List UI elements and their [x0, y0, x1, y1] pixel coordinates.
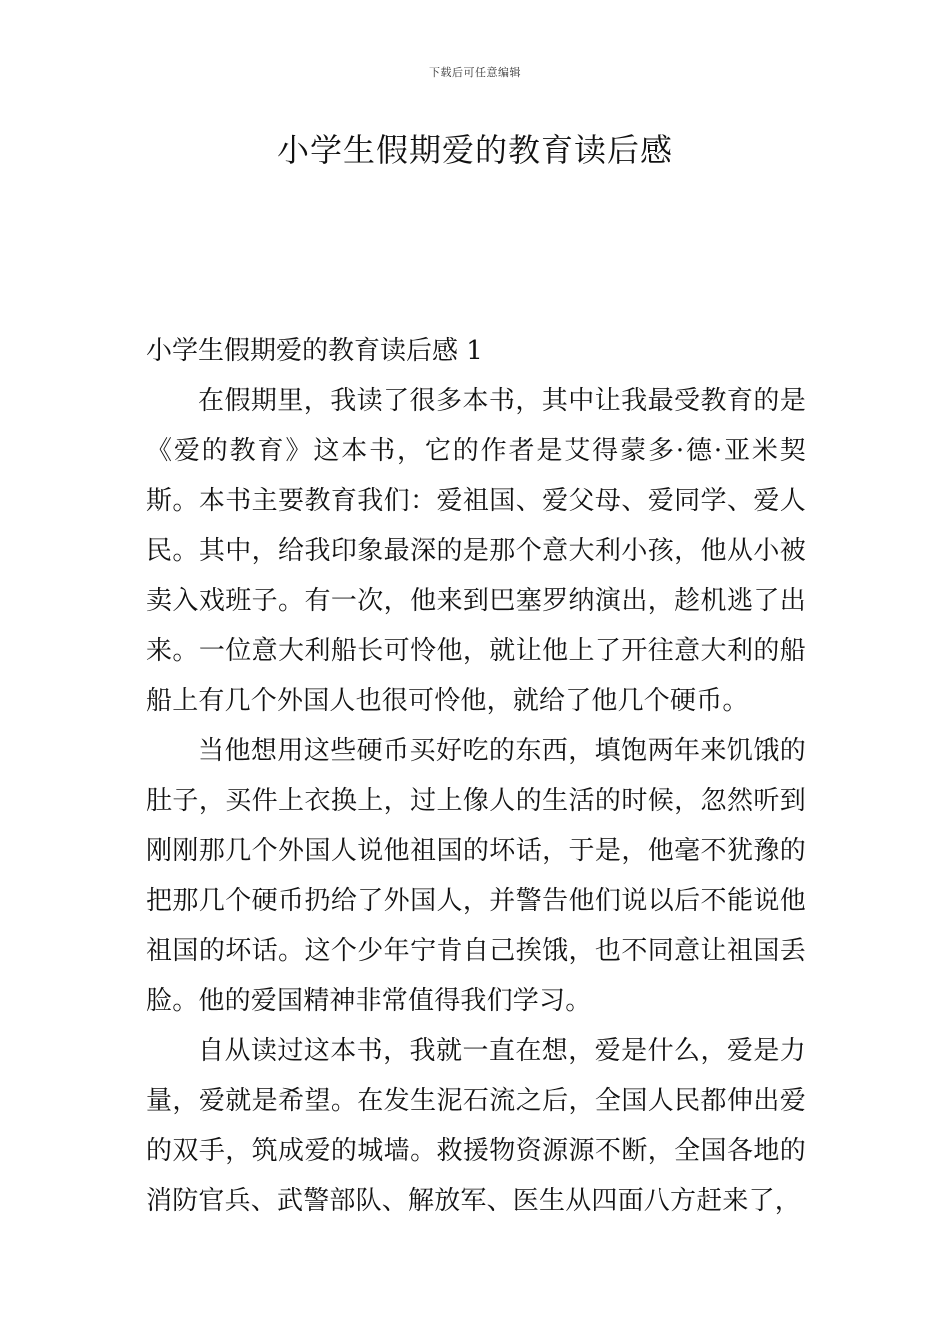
- section-subtitle: 小学生假期爱的教育读后感 1: [146, 336, 483, 366]
- paragraph-1: 在假期里，我读了很多本书，其中让我最受教育的是《爱的教育》这本书，它的作者是艾得蒙多·德·亚米契斯。本书主要教育我们：爱祖国、爱父母、爱同学、爱人民。其中，给我印象最深的是那个意大利小孩，他从小被卖入戏班子。有一次，他来到巴塞罗纳演出，趁机逃了出来。一位意大利船长可怜他，就让他上了开往意大利的船船上有几个外国人也很可怜他，就给了他几个硬币。: [146, 386, 806, 716]
- paragraph-2: 当他想用这些硬币买好吃的东西，填饱两年来饥饿的肚子，买件上衣换上，过上像人的生活的时候，忽然听到刚刚那几个外国人说他祖国的坏话，于是，他毫不犹豫的把那几个硬币扔给了外国人，并警告他们说以后不能说他祖国的坏话。这个少年宁肯自己挨饿，也不同意让祖国丢脸。他的爱国精神非常值得我们学习。: [146, 736, 806, 1016]
- header-note: 下载后可任意编辑: [429, 66, 521, 79]
- document-body: [146, 326, 806, 1226]
- paragraph-3: 自从读过这本书，我就一直在想，爱是什么，爱是力量，爱就是希望。在发生泥石流之后，全国人民都伸出爱的双手，筑成爱的城墙。救援物资源源不断，全国各地的消防官兵、武警部队、解放军、医生从四面八方赶来了，: [146, 1036, 806, 1216]
- document-title: 小学生假期爱的教育读后感: [276, 131, 673, 169]
